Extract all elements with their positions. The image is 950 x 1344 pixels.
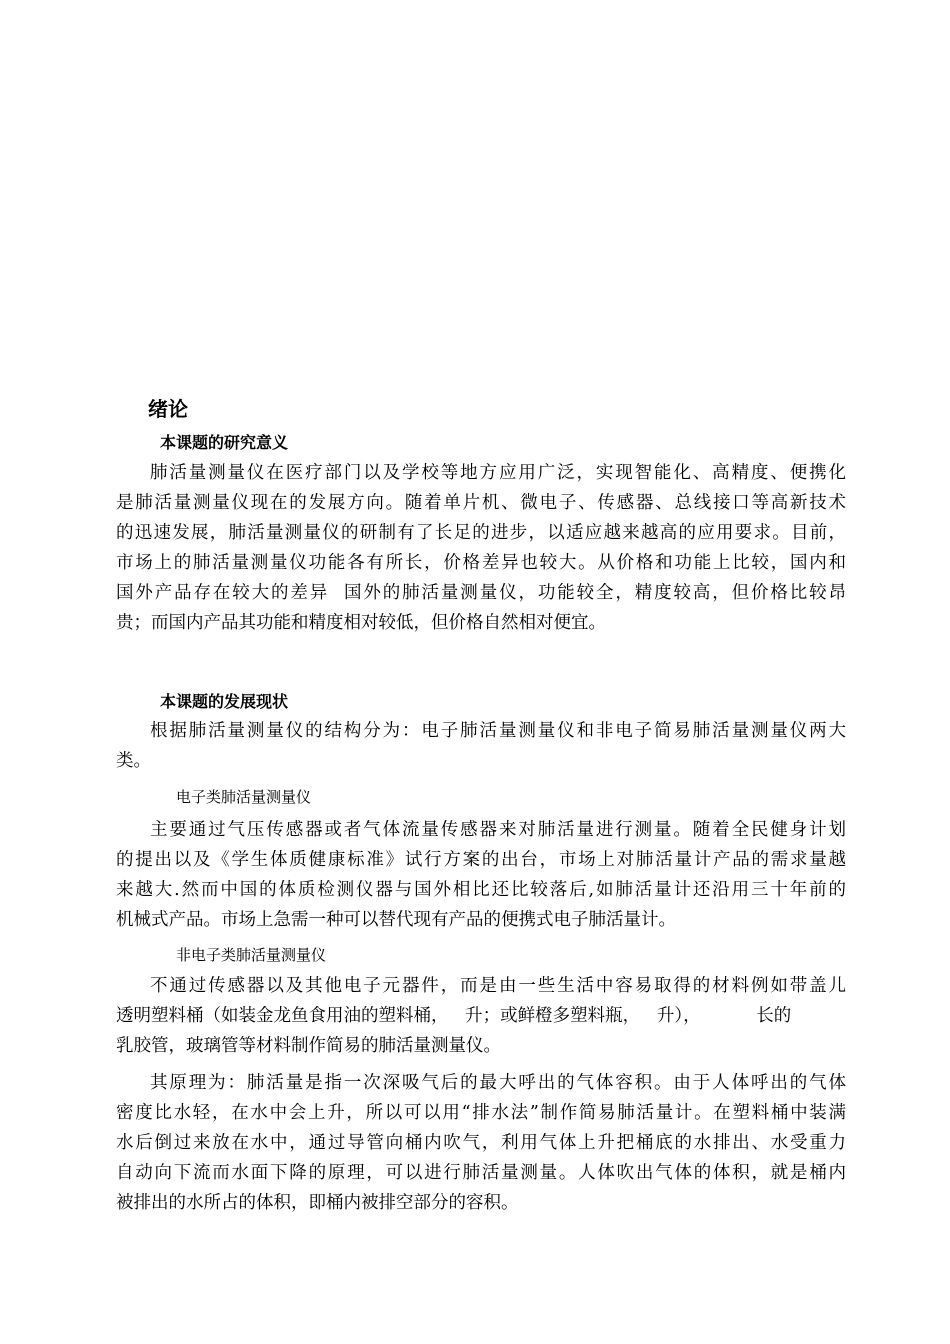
paragraph-non-electronic <box>116 971 846 1061</box>
text-line: 市场上的肺活量测量仪功能各有所长，价格差异也较大。从价格和功能上比较，国内和 <box>116 553 846 573</box>
text-line: 根据肺活量测量仪的结构分为：电子肺活量测量仪和非电子简易肺活量测量仪两大 <box>150 721 846 741</box>
text-line: 主要通过气压传感器或者气体流量传感器来对肺活量进行测量。随着全民健身计划 <box>150 820 846 840</box>
subsection-heading-electronic: 电子类肺活量测量仪 <box>176 788 312 806</box>
text-line: 被排出的水所占的体积，即桶内被排空部分的容积。 <box>116 1193 519 1213</box>
chapter-title: 绪论 <box>148 397 188 421</box>
text-line: 类。 <box>116 751 151 771</box>
text-line: 透明塑料桶（如装金龙鱼食用油的塑料桶， 升；或鲜橙多塑料瓶， 升）， 长的 <box>116 1006 792 1026</box>
section-heading-significance: 本课题的研究意义 <box>160 433 289 452</box>
text-line: 是肺活量测量仪现在的发展方向。随着单片机、微电子、传感器、总线接口等高新技术 <box>116 493 846 513</box>
section-heading-status: 本课题的发展现状 <box>160 692 289 711</box>
paragraph-status-intro <box>116 716 846 776</box>
text-line: 乳胶管，玻璃管等材料制作简易的肺活量测量仪。 <box>116 1036 501 1056</box>
text-line: 密度比水轻，在水中会上升，所以可以用“排水法”制作简易肺活量计。在塑料桶中装满 <box>116 1103 846 1123</box>
text-line: 的迅速发展，肺活量测量仪的研制有了长足的进步，以适应越来越高的应用要求。目前， <box>116 523 846 543</box>
text-line: 贵；而国内产品其功能和精度相对较低，但价格自然相对便宜。 <box>116 613 606 633</box>
text-line: 其原理为：肺活量是指一次深吸气后的最大呼出的气体容积。由于人体呼出的气体 <box>150 1073 846 1093</box>
text-line: 不通过传感器以及其他电子元器件，而是由一些生活中容易取得的材料例如带盖儿 <box>150 976 846 996</box>
subsection-heading-non-electronic: 非电子类肺活量测量仪 <box>176 946 327 964</box>
text-line: 水后倒过来放在水中，通过导管向桶内吹气，利用气体上升把桶底的水排出、水受重力 <box>116 1133 846 1153</box>
text-line: 自动向下流而水面下降的原理，可以进行肺活量测量。人体吹出气体的体积，就是桶内 <box>116 1163 846 1183</box>
text-line: 的提出以及《学生体质健康标准》试行方案的出台，市场上对肺活量计产品的需求量越 <box>116 850 846 870</box>
text-line: 肺活量测量仪在医疗部门以及学校等地方应用广泛，实现智能化、高精度、便携化 <box>150 463 846 483</box>
text-line: 国外产品存在较大的差异 国外的肺活量测量仪，功能较全，精度较高，但价格比较昂 <box>116 583 846 603</box>
text-line: 来越大.然而中国的体质检测仪器与国外相比还比较落后,如肺活量计还沿用三十年前的 <box>116 880 846 900</box>
paragraph-significance <box>116 458 846 638</box>
paragraph-electronic <box>116 815 846 935</box>
text-line: 机械式产品。市场上急需一种可以替代现有产品的便携式电子肺活量计。 <box>116 910 676 930</box>
paragraph-principle <box>116 1068 846 1218</box>
